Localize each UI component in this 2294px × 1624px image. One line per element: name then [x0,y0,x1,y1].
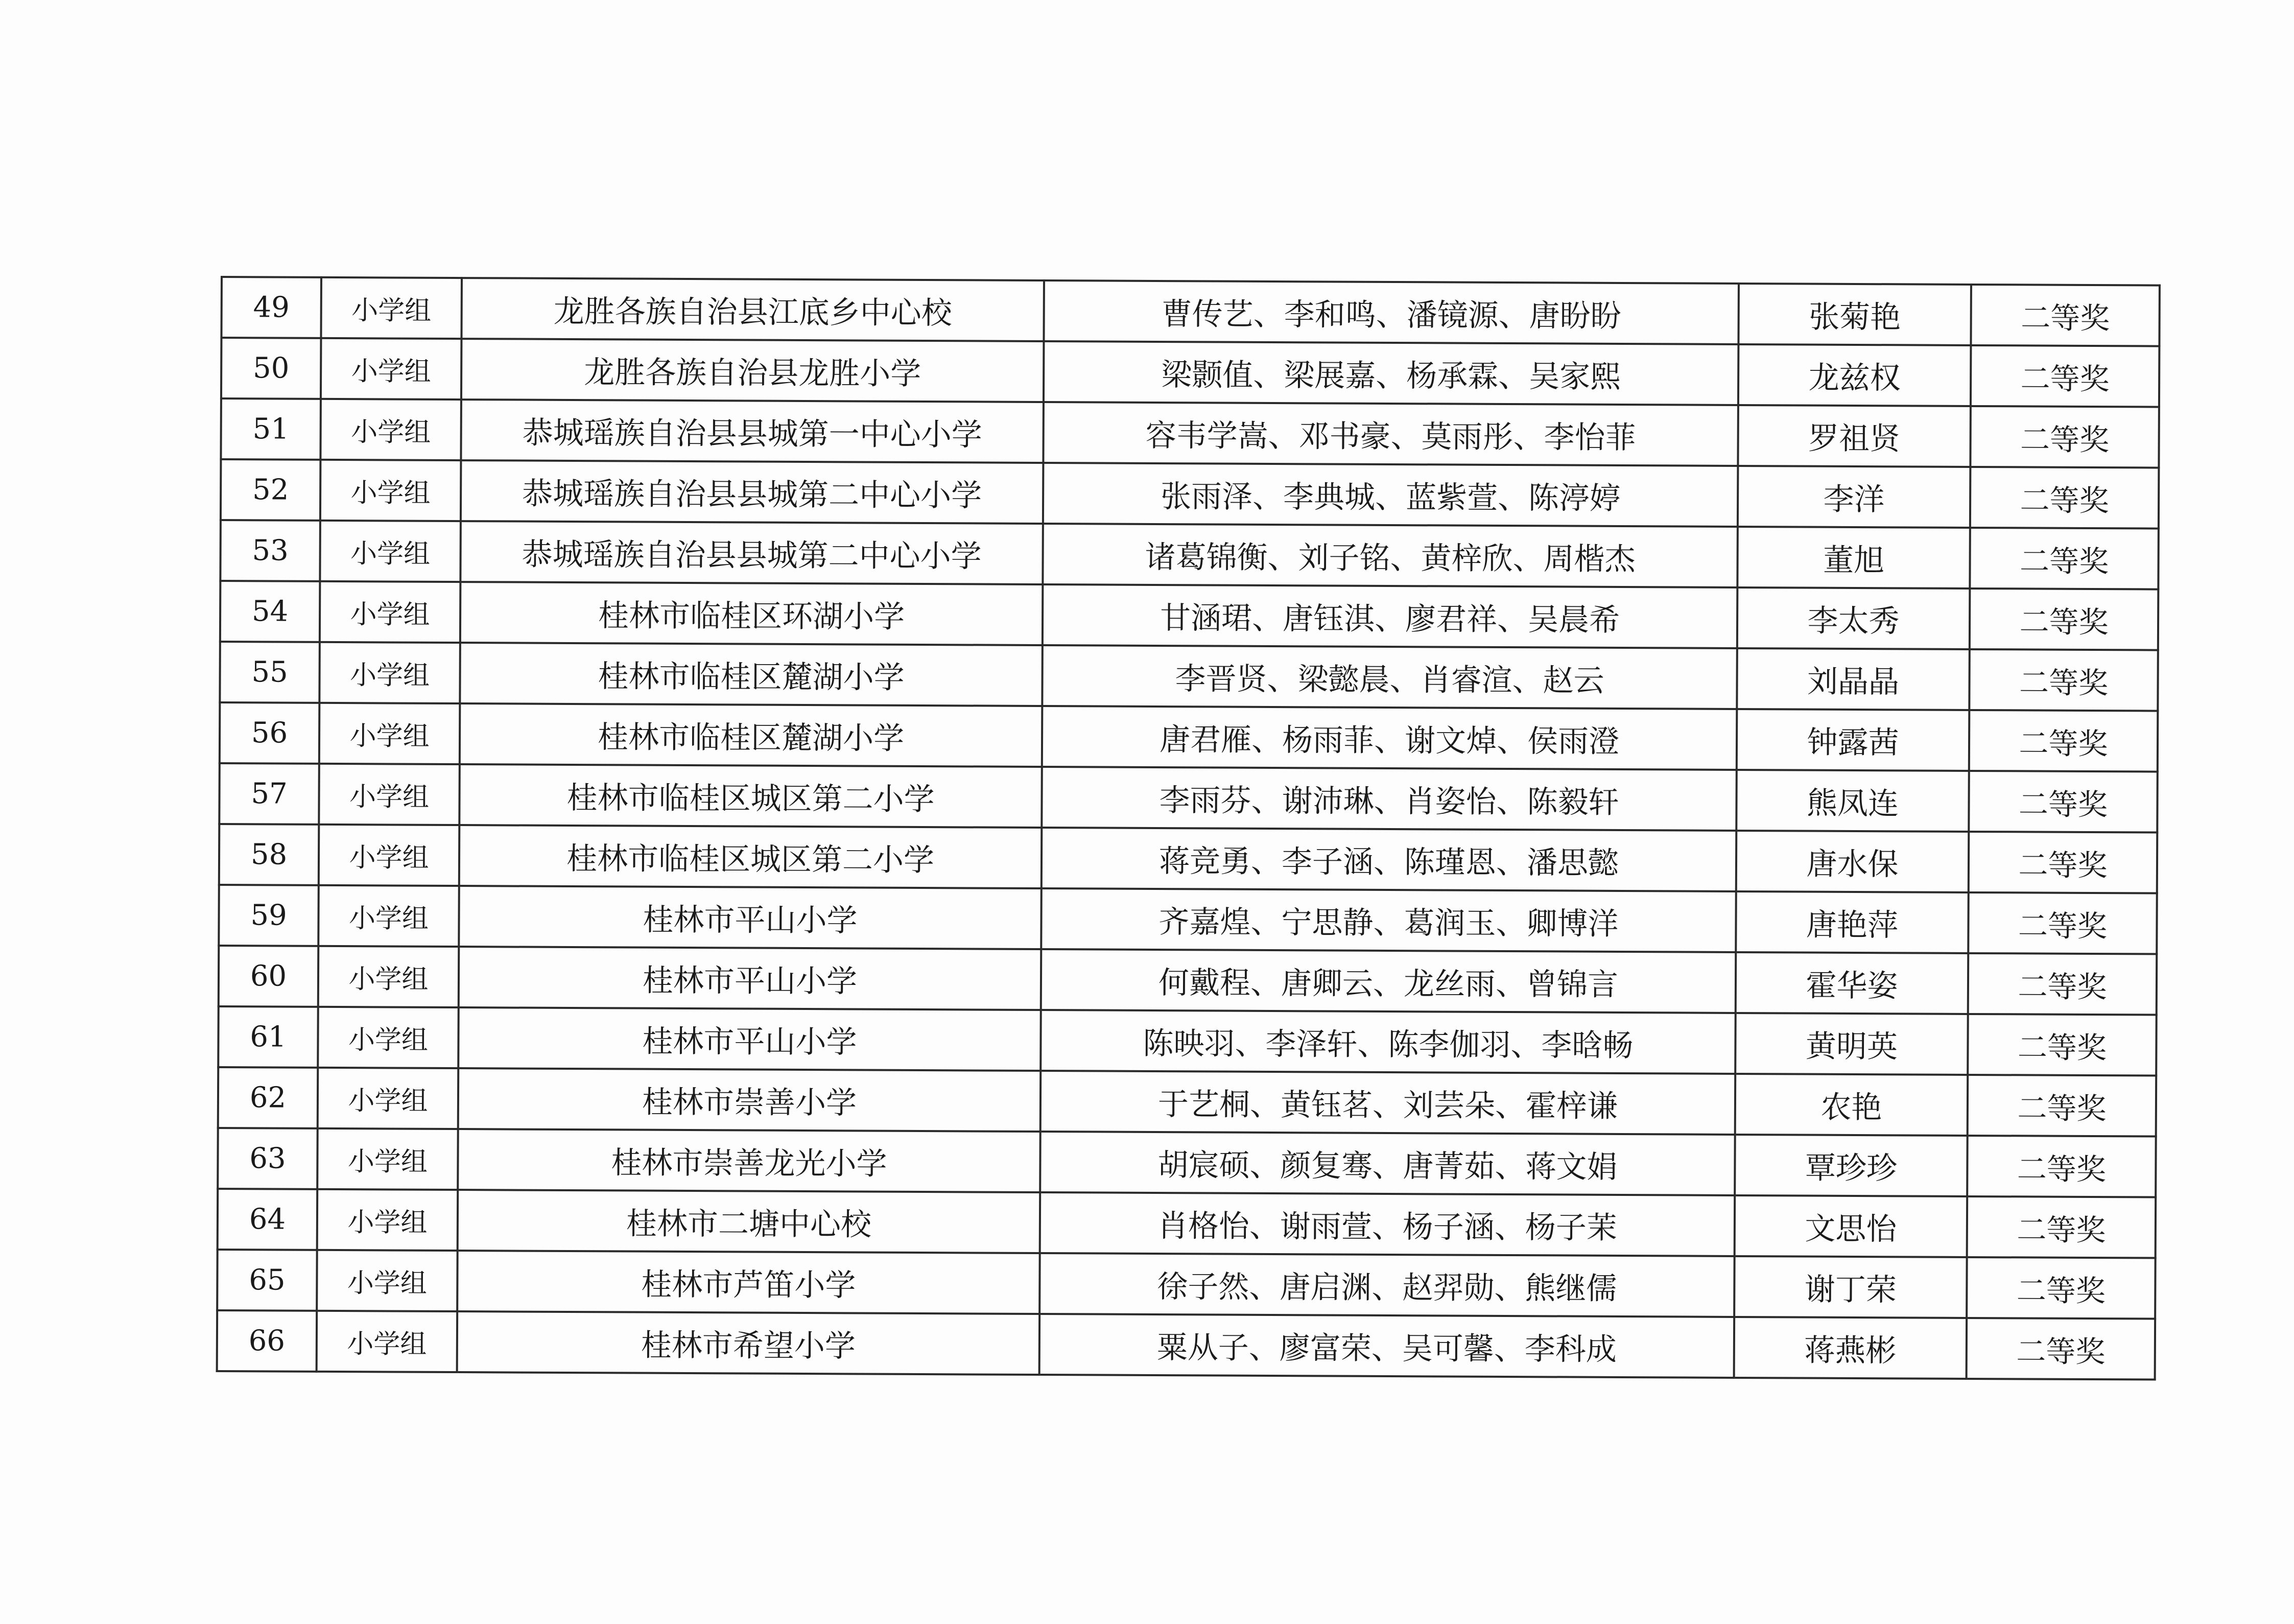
teacher-cell: 龙兹权 [1738,344,1971,406]
row-number: 53 [220,520,320,581]
teacher-cell: 黄明英 [1735,1013,1968,1075]
award-cell: 二等奖 [1970,467,2159,529]
row-number: 57 [219,763,319,825]
school-cell: 桂林市芦笛小学 [457,1251,1040,1314]
group-cell: 小学组 [318,885,459,947]
table-row [220,581,2158,650]
row-number: 58 [219,824,319,885]
table-row [219,946,2157,1015]
students-cell: 李雨芬、谢沛琳、肖姿怡、陈毅轩 [1042,767,1737,831]
students-cell: 容韦学嵩、邓书豪、莫雨彤、李怡菲 [1043,402,1738,466]
school-cell: 桂林市平山小学 [459,886,1042,949]
group-cell: 小学组 [319,764,460,825]
school-cell: 桂林市平山小学 [459,947,1042,1010]
award-cell: 二等奖 [1968,1075,2157,1137]
group-cell: 小学组 [320,460,461,521]
group-cell: 小学组 [321,338,462,399]
teacher-cell: 李洋 [1738,466,1971,528]
teacher-cell: 董旭 [1737,527,1970,589]
teacher-cell: 农艳 [1735,1074,1968,1136]
table-row [221,398,2159,468]
row-number: 61 [218,1006,318,1068]
students-cell: 甘涵珺、唐钰淇、廖君祥、吴晨希 [1043,584,1738,648]
group-cell: 小学组 [318,1007,459,1068]
teacher-cell: 熊凤连 [1736,770,1969,832]
teacher-cell: 刘晶晶 [1737,648,1970,710]
award-cell: 二等奖 [1967,1318,2156,1380]
school-cell: 桂林市平山小学 [458,1007,1041,1071]
award-cell: 二等奖 [1970,589,2159,650]
award-cell: 二等奖 [1968,892,2157,954]
school-cell: 桂林市临桂区城区第二小学 [459,764,1042,828]
award-cell: 二等奖 [1971,285,2160,346]
table-row [217,1310,2155,1380]
table-row [220,702,2158,772]
students-cell: 唐君雁、杨雨菲、谢文焯、侯雨澄 [1042,706,1737,770]
group-cell: 小学组 [318,946,459,1007]
school-cell: 桂林市崇善龙光小学 [458,1129,1040,1192]
students-cell: 何戴程、唐卿云、龙丝雨、曾锦言 [1041,949,1736,1013]
students-cell: 于艺桐、黄钰茗、刘芸朵、霍梓谦 [1040,1071,1736,1135]
school-cell: 桂林市临桂区城区第二小学 [459,825,1042,888]
teacher-cell: 覃珍珍 [1735,1135,1968,1196]
students-cell: 曹传艺、李和鸣、潘镜源、唐盼盼 [1044,280,1739,344]
school-cell: 桂林市崇善小学 [458,1068,1041,1132]
table-row [221,459,2159,529]
award-table [216,276,2161,1381]
row-number: 49 [221,277,321,338]
table-row [220,520,2158,590]
table-row [217,1250,2155,1319]
table-row [218,1006,2156,1076]
award-cell: 二等奖 [1968,953,2157,1015]
row-number: 54 [220,581,320,642]
row-number: 56 [220,702,320,764]
school-cell: 恭城瑶族自治县县城第二中心小学 [461,460,1044,524]
school-cell: 桂林市临桂区环湖小学 [460,582,1043,645]
award-cell: 二等奖 [1970,406,2159,468]
row-number: 52 [221,459,321,521]
table-row [219,824,2157,893]
students-cell: 张雨泽、李典城、蓝紫萱、陈渟婷 [1043,463,1738,527]
teacher-cell: 唐艳萍 [1736,891,1969,953]
table-row [219,885,2157,954]
group-cell: 小学组 [317,1189,458,1251]
group-cell: 小学组 [320,521,461,582]
row-number: 66 [217,1310,317,1372]
students-cell: 齐嘉煌、宁思静、葛润玉、卿博洋 [1041,888,1736,952]
row-number: 51 [221,398,321,460]
teacher-cell: 李太秀 [1737,587,1970,649]
students-cell: 梁颢值、梁展嘉、杨承霖、吴家熙 [1044,341,1739,405]
group-cell: 小学组 [319,825,460,886]
row-number: 50 [221,338,321,399]
row-number: 59 [219,885,319,946]
table-row [218,1189,2156,1258]
table-row [219,763,2157,833]
table-row [221,338,2159,407]
school-cell: 龙胜各族自治县江底乡中心校 [461,278,1044,341]
school-cell: 恭城瑶族自治县县城第一中心小学 [461,399,1044,463]
students-cell: 诸葛锦衡、刘子铭、黄梓欣、周楷杰 [1043,524,1738,587]
table-row [218,1128,2156,1197]
group-cell: 小学组 [317,1128,458,1190]
row-number: 60 [219,946,319,1007]
table-row [220,642,2158,711]
school-cell: 龙胜各族自治县龙胜小学 [461,339,1044,402]
teacher-cell: 蒋燕彬 [1734,1317,1967,1379]
teacher-cell: 钟露茜 [1737,709,1970,771]
students-cell: 肖格怡、谢雨萱、杨子涵、杨子茉 [1040,1192,1735,1256]
award-cell: 二等奖 [1967,1257,2156,1319]
row-number: 62 [218,1067,318,1128]
group-cell: 小学组 [319,703,460,764]
school-cell: 恭城瑶族自治县县城第二中心小学 [460,521,1043,584]
school-cell: 桂林市临桂区麓湖小学 [460,643,1043,706]
award-cell: 二等奖 [1968,1014,2157,1076]
row-number: 65 [217,1250,317,1311]
table-row [218,1067,2156,1137]
group-cell: 小学组 [317,1250,458,1311]
teacher-cell: 罗祖贤 [1738,405,1971,467]
row-number: 63 [218,1128,318,1189]
school-cell: 桂林市临桂区麓湖小学 [460,703,1043,767]
group-cell: 小学组 [319,642,460,703]
row-number: 64 [218,1189,318,1250]
teacher-cell: 唐水保 [1736,831,1969,892]
award-cell: 二等奖 [1969,771,2158,833]
teacher-cell: 谢丁荣 [1734,1256,1967,1318]
group-cell: 小学组 [321,277,462,339]
teacher-cell: 张菊艳 [1738,284,1971,345]
table-row [221,277,2159,346]
students-cell: 粟从子、廖富荣、吴可馨、李科成 [1039,1314,1735,1378]
school-cell: 桂林市希望小学 [457,1311,1040,1375]
teacher-cell: 霍华姿 [1736,952,1969,1014]
award-cell: 二等奖 [1969,832,2158,893]
award-cell: 二等奖 [1969,649,2158,711]
students-cell: 胡宸硕、颜复骞、唐菁茹、蒋文娟 [1040,1132,1735,1195]
group-cell: 小学组 [317,1311,458,1372]
students-cell: 陈映羽、李泽轩、陈李伽羽、李晗畅 [1040,1010,1736,1074]
award-cell: 二等奖 [1971,345,2160,407]
students-cell: 蒋竞勇、李子涵、陈瑾恩、潘思懿 [1042,828,1737,891]
award-cell: 二等奖 [1967,1136,2156,1197]
school-cell: 桂林市二塘中心校 [458,1190,1040,1253]
group-cell: 小学组 [320,399,461,460]
award-cell: 二等奖 [1967,1196,2156,1258]
group-cell: 小学组 [318,1068,459,1129]
award-cell: 二等奖 [1970,528,2159,590]
students-cell: 李晋贤、梁懿晨、肖睿渲、赵云 [1042,645,1737,709]
award-cell: 二等奖 [1969,710,2158,772]
students-cell: 徐子然、唐启渊、赵羿勋、熊继儒 [1039,1253,1735,1317]
row-number: 55 [220,642,320,703]
teacher-cell: 文思怡 [1735,1195,1968,1257]
award-table-body [217,277,2160,1380]
group-cell: 小学组 [320,581,461,643]
